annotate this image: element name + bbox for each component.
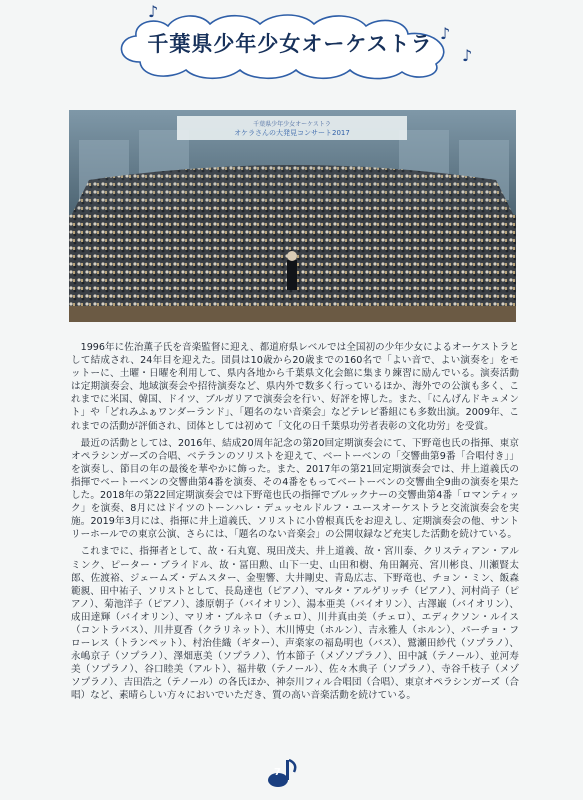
page-number-badge xyxy=(258,758,302,788)
music-note-icon: ♪ xyxy=(440,24,451,43)
page-title: 千葉県少年少女オーケストラ xyxy=(147,32,433,56)
music-note-icon: ♪ xyxy=(148,2,159,21)
paragraph-guest-artists: これまでに、指揮者として、故・石丸寛、現田茂夫、井上道義、故・宮川泰、クリスティアン・アルミンク、ピーター・ブライドル、故・冨田勲、山下一史、山田和樹、角田鋼亮、宮川彬良、川瀬賢太郎、佐渡裕、ジェームズ・デムスター、金聖響、大井剛史、青島広志、下野竜也、チョン・ミン、飯森範親、田中祐子、ソリストとして、長島達也（ピアノ）、マルタ・アルゲリッチ（ピアノ）、河村尚子（ピアノ）、菊池洋子（ピアノ）、漆原朝子（バイオリン）、湯本亜美（バイオリン）、古澤巌（バイオリン）、成田達輝（バイオリン）、マリオ・ブルネロ（チェロ）、川井真由美（チェロ）、エディクソン・ルイス（コントラバス）、川井夏香（クラリネット）、木川博史（ホルン）、吉永雅人（ホルン）、パーチョ・フローレス（トランペット）、村治佳織（ギター）、声楽家の福島明也（バス）、鷲瀬田紗代（ソプラノ）、永嶋京子（ソプラノ）、澤畑恵美（ソプラノ）、竹本節子（メゾソプラノ）、田中誠（テノール）、並河寿美（ソプラノ）、谷口睦美（アルト）、福井敬（テノール）、佐々木典子（ソプラノ）、寺谷千枝子（メゾソプラノ）、吉田浩之（テノール）の各氏ほか、神奈川フィル合唱団（合唱）、東京オペラシンガーズ（合唱）など、素晴らしい方々においでいただき、質の高い音楽活動を続けている。 xyxy=(71,546,519,702)
paragraph-recent-activities: 最近の活動としては、2016年、結成20周年記念の第20回定期演奏会にて、下野竜也氏の指揮、東京オペラシンガーズの合唱、ベテランのソリストを迎えて、ベートーベンの「交響曲第9番「合唱付き」」を演奏し、節目の年の最後を華やかに飾った。また、2017年の第21回定期演奏会では、井上道義氏の指揮でベートーベンの交響曲第4番を演奏、その4番をもってベートーベンの交響曲全9曲の演奏を果たした。2018年の第22回定期演奏会では下野竜也氏の指揮でブルックナーの交響曲第4番「ロマンティック」を演奏、8月にはドイツのトーンハレ・デュッセルドルフ・ユースオーケストラと交流演奏会を実施。2019年3月には、指揮に井上道義氏、ソリストに小曽根真氏をお迎えし、定期演奏会の他、サントリーホールでの東京公演、さらには、「題名のない音楽会」の公開収録など充実した活動を続けている。 xyxy=(71,437,519,541)
paragraph-history: 1996年に佐治薫子氏を音楽監督に迎え、都道府県レベルでは全国初の少年少女によるオーケストラとして結成され、24年目を迎えた。団員は10歳から20歳までの160名で「よい音で、よい演奏を」をモットーに、土曜・日曜を利用して、県内各地から千葉県文化会館に集まり練習に励んでいる。演奏活動は定期演奏会、地域演奏会や招待演奏など、県内外で数多く行っているほか、海外での公演も多く、これまでに米国、韓国、ドイツ、ブルガリアで演奏会を行い、好評を博した。また、「にんげんドキュメント」や「どれみふぁワンダーランド」、「題名のない音楽会」などテレビ番組にも多数出演。2009年、これまでの活動が評価され、団体としては初めて「文化の日千葉県功労者表彰の文化功労」を受賞。 xyxy=(71,342,519,432)
music-note-icon: ♪ xyxy=(462,46,473,65)
article-body xyxy=(71,341,519,707)
photo-banner-line2: オケラさんの大発見コンサート2017 xyxy=(234,129,350,137)
page-number: 7 xyxy=(274,767,281,778)
photo-banner-line1: 千葉県少年少女オーケストラ xyxy=(253,121,331,128)
orchestra-photo xyxy=(69,110,516,322)
